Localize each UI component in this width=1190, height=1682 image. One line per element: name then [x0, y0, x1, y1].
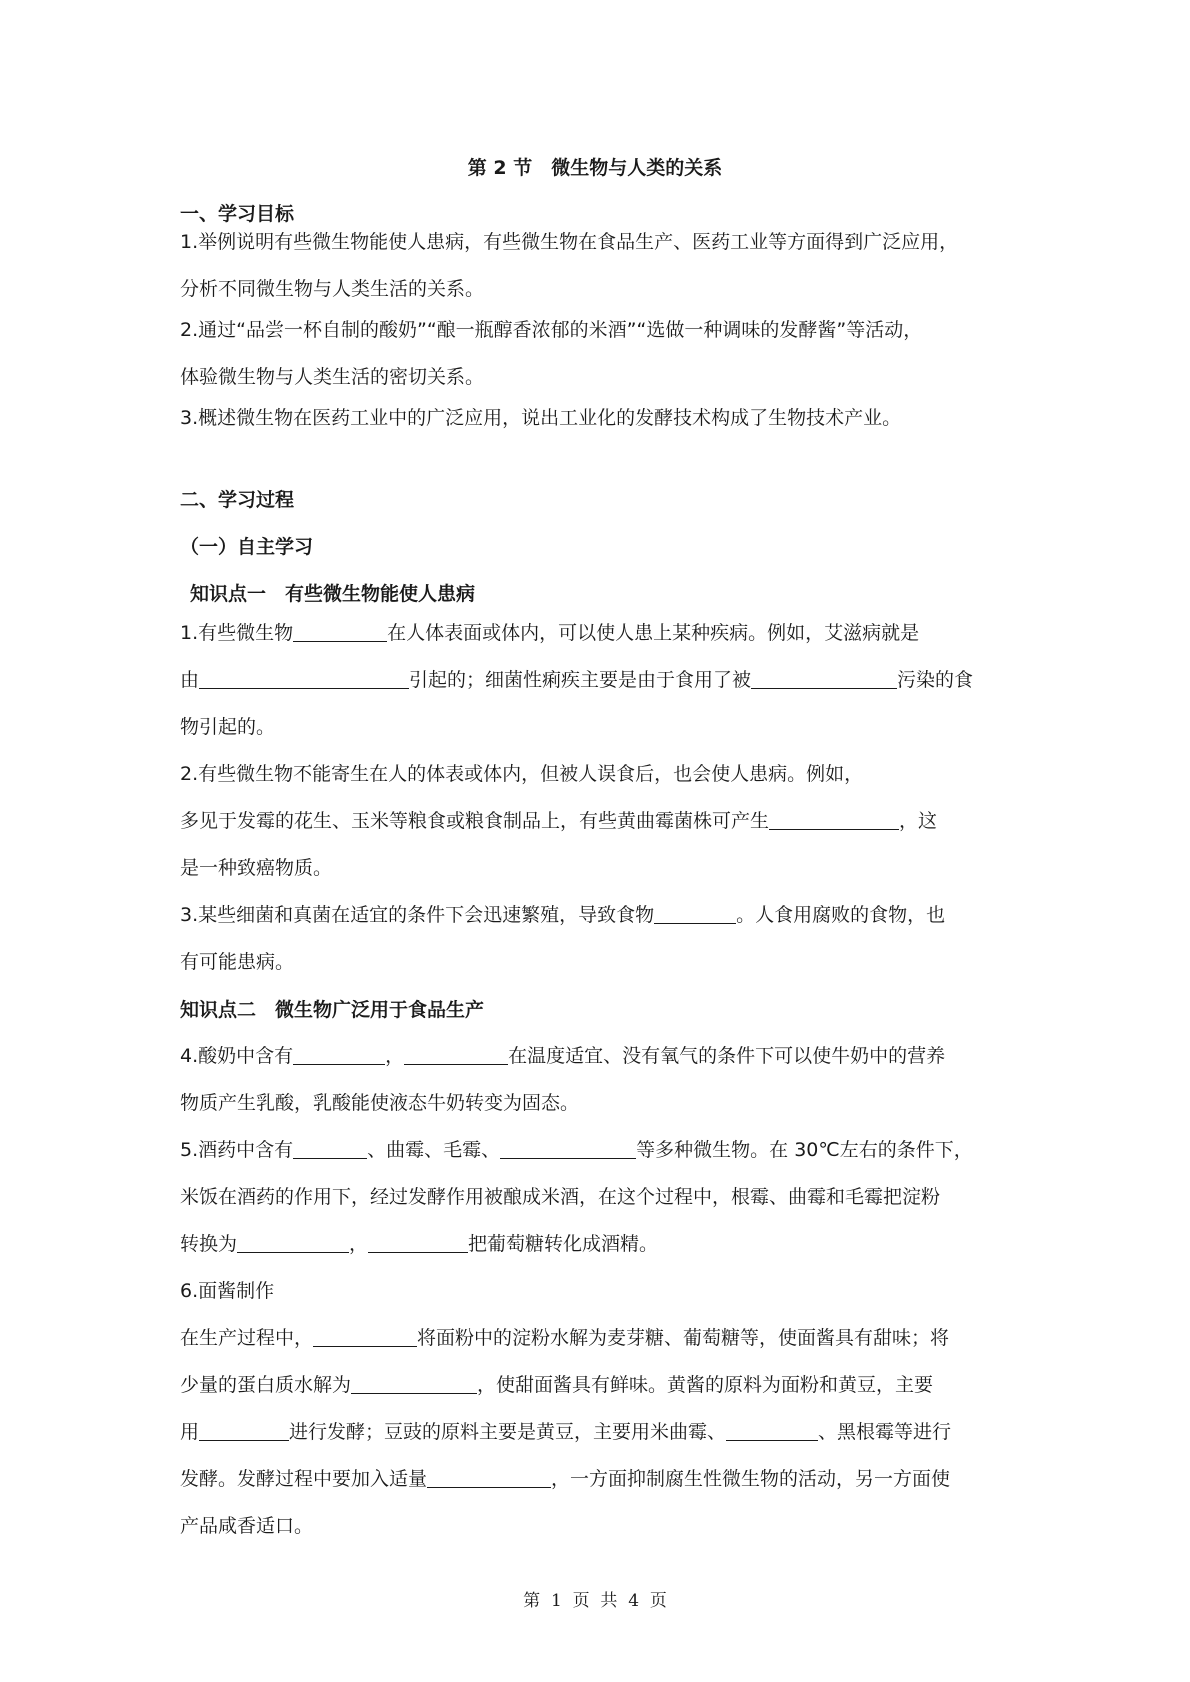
answer-blank[interactable] — [751, 666, 897, 689]
question-4-text: 在温度适宜、没有氧气的条件下可以使牛奶中的营养 — [508, 1045, 946, 1067]
question-1-text: 在人体表面或体内，可以使人患上某种疾病。例如，艾滋病就是 — [387, 622, 920, 644]
question-4 — [180, 1033, 945, 1127]
question-6-text: 用 — [180, 1421, 200, 1443]
question-1-text: 由 — [180, 669, 200, 691]
question-1-text: 污染的食 — [897, 669, 974, 691]
question-6-text: 在生产过程中， — [180, 1327, 314, 1349]
knowledge-point-2-heading: 知识点二 微生物广泛用于食品生产 — [180, 999, 485, 1021]
page-title: 第 2 节 微生物与人类的关系 — [467, 157, 723, 179]
question-3-text: 。人食用腐败的食物，也 — [736, 904, 946, 926]
answer-blank[interactable] — [199, 666, 409, 689]
question-1-text: 1.有些微生物 — [180, 622, 294, 644]
knowledge-point-1-heading: 知识点一 有些微生物能使人患病 — [190, 583, 476, 605]
answer-blank[interactable] — [351, 1371, 477, 1394]
question-1-line-3: 物引起的。 — [180, 716, 276, 738]
answer-blank[interactable] — [293, 1042, 385, 1065]
goal-3 — [180, 395, 901, 442]
question-6-line-1 — [180, 1315, 951, 1362]
question-6-line-4 — [180, 1456, 951, 1503]
question-1-text: 引起的；细菌性痢疾主要是由于食用了被 — [409, 669, 752, 691]
question-6-text: 、黑根霉等进行 — [818, 1421, 952, 1443]
answer-blank[interactable] — [500, 1136, 636, 1159]
goal-1 — [180, 219, 958, 313]
question-6-text: ，一方面抑制腐生性微生物的活动，另一方面使 — [551, 1468, 951, 1490]
section-heading-process: 二、学习过程 — [180, 489, 295, 511]
section-heading-goals: 一、学习目标 — [180, 203, 295, 225]
question-5-text: 转换为 — [180, 1233, 238, 1255]
question-5-line-2: 米饭在酒药的作用下，经过发酵作用被酿成米酒，在这个过程中，根霉、曲霉和毛霉把淀粉 — [180, 1186, 941, 1208]
answer-blank[interactable] — [654, 901, 736, 924]
answer-blank[interactable] — [237, 1230, 349, 1253]
answer-blank[interactable] — [199, 1418, 289, 1441]
answer-blank[interactable] — [726, 1418, 818, 1441]
answer-blank[interactable] — [404, 1042, 508, 1065]
question-6-text: 进行发酵；豆豉的原料主要是黄豆，主要用米曲霉、 — [289, 1421, 727, 1443]
answer-blank[interactable] — [427, 1465, 551, 1488]
answer-blank[interactable] — [368, 1230, 468, 1253]
answer-blank[interactable] — [293, 619, 387, 642]
subsection-heading-self-study: （一）自主学习 — [180, 536, 314, 558]
question-3-line-1 — [180, 892, 945, 939]
question-2-text: ，这 — [899, 810, 938, 832]
question-5 — [180, 1127, 973, 1268]
goal-1-line-2: 分析不同微生物与人类生活的关系。 — [180, 278, 485, 300]
goal-1-line-1: 1.举例说明有些微生物能使人患病，有些微生物在食品生产、医药工业等方面得到广泛应用， — [180, 231, 959, 253]
question-6-line-5: 产品咸香适口。 — [180, 1515, 314, 1537]
question-2-line-3: 是一种致癌物质。 — [180, 857, 333, 879]
question-2 — [180, 751, 937, 892]
question-5-line-3 — [180, 1221, 973, 1268]
question-2-text: 多见于发霉的花生、玉米等粮食或粮食制品上，有些黄曲霉菌株可产生 — [180, 810, 770, 832]
question-5-text: 等多种微生物。在 30℃左右的条件下， — [636, 1139, 973, 1161]
question-6-title: 6.面酱制作 — [180, 1280, 275, 1302]
question-4-text: 4.酸奶中含有 — [180, 1045, 294, 1067]
question-3 — [180, 892, 945, 986]
question-3-text: 3.某些细菌和真菌在适宜的条件下会迅速繁殖，导致食物 — [180, 904, 655, 926]
goal-3-line-1: 3.概述微生物在医药工业中的广泛应用，说出工业化的发酵技术构成了生物技术产业。 — [180, 407, 902, 429]
goal-2 — [180, 307, 922, 401]
answer-blank[interactable] — [293, 1136, 367, 1159]
question-2-line-2 — [180, 798, 937, 845]
goal-2-line-1: 2.通过“品尝一杯自制的酸奶”“酿一瓶醇香浓郁的米酒”“选做一种调味的发酵酱”等活动， — [180, 319, 923, 341]
question-1-line-1 — [180, 610, 973, 657]
question-5-text: ， — [349, 1233, 369, 1255]
question-6-text: 发酵。发酵过程中要加入适量 — [180, 1468, 428, 1490]
question-6-text: 将面粉中的淀粉水解为麦芽糖、葡萄糖等，使面酱具有甜味；将 — [417, 1327, 950, 1349]
question-5-text: 把葡萄糖转化成酒精。 — [468, 1233, 659, 1255]
question-1-line-2 — [180, 657, 973, 704]
question-4-text: ， — [385, 1045, 405, 1067]
question-6 — [180, 1268, 951, 1550]
question-6-line-3 — [180, 1409, 951, 1456]
question-1 — [180, 610, 973, 751]
question-5-text: 、曲霉、毛霉、 — [367, 1139, 501, 1161]
question-3-line-2: 有可能患病。 — [180, 951, 295, 973]
question-2-line-1: 2.有些微生物不能寄生在人的体表或体内，但被人误食后，也会使人患病。例如， — [180, 763, 864, 785]
goal-2-line-2: 体验微生物与人类生活的密切关系。 — [180, 366, 485, 388]
question-4-line-2: 物质产生乳酸，乳酸能使液态牛奶转变为固态。 — [180, 1092, 580, 1114]
question-6-text: ，使甜面酱具有鲜味。黄酱的原料为面粉和黄豆，主要 — [477, 1374, 934, 1396]
question-4-line-1 — [180, 1033, 945, 1080]
question-6-text: 少量的蛋白质水解为 — [180, 1374, 352, 1396]
question-5-text: 5.酒药中含有 — [180, 1139, 294, 1161]
answer-blank[interactable] — [769, 807, 899, 830]
page-footer: 第 1 页 共 4 页 — [523, 1591, 667, 1611]
answer-blank[interactable] — [313, 1324, 417, 1347]
question-5-line-1 — [180, 1127, 973, 1174]
question-6-line-2 — [180, 1362, 951, 1409]
